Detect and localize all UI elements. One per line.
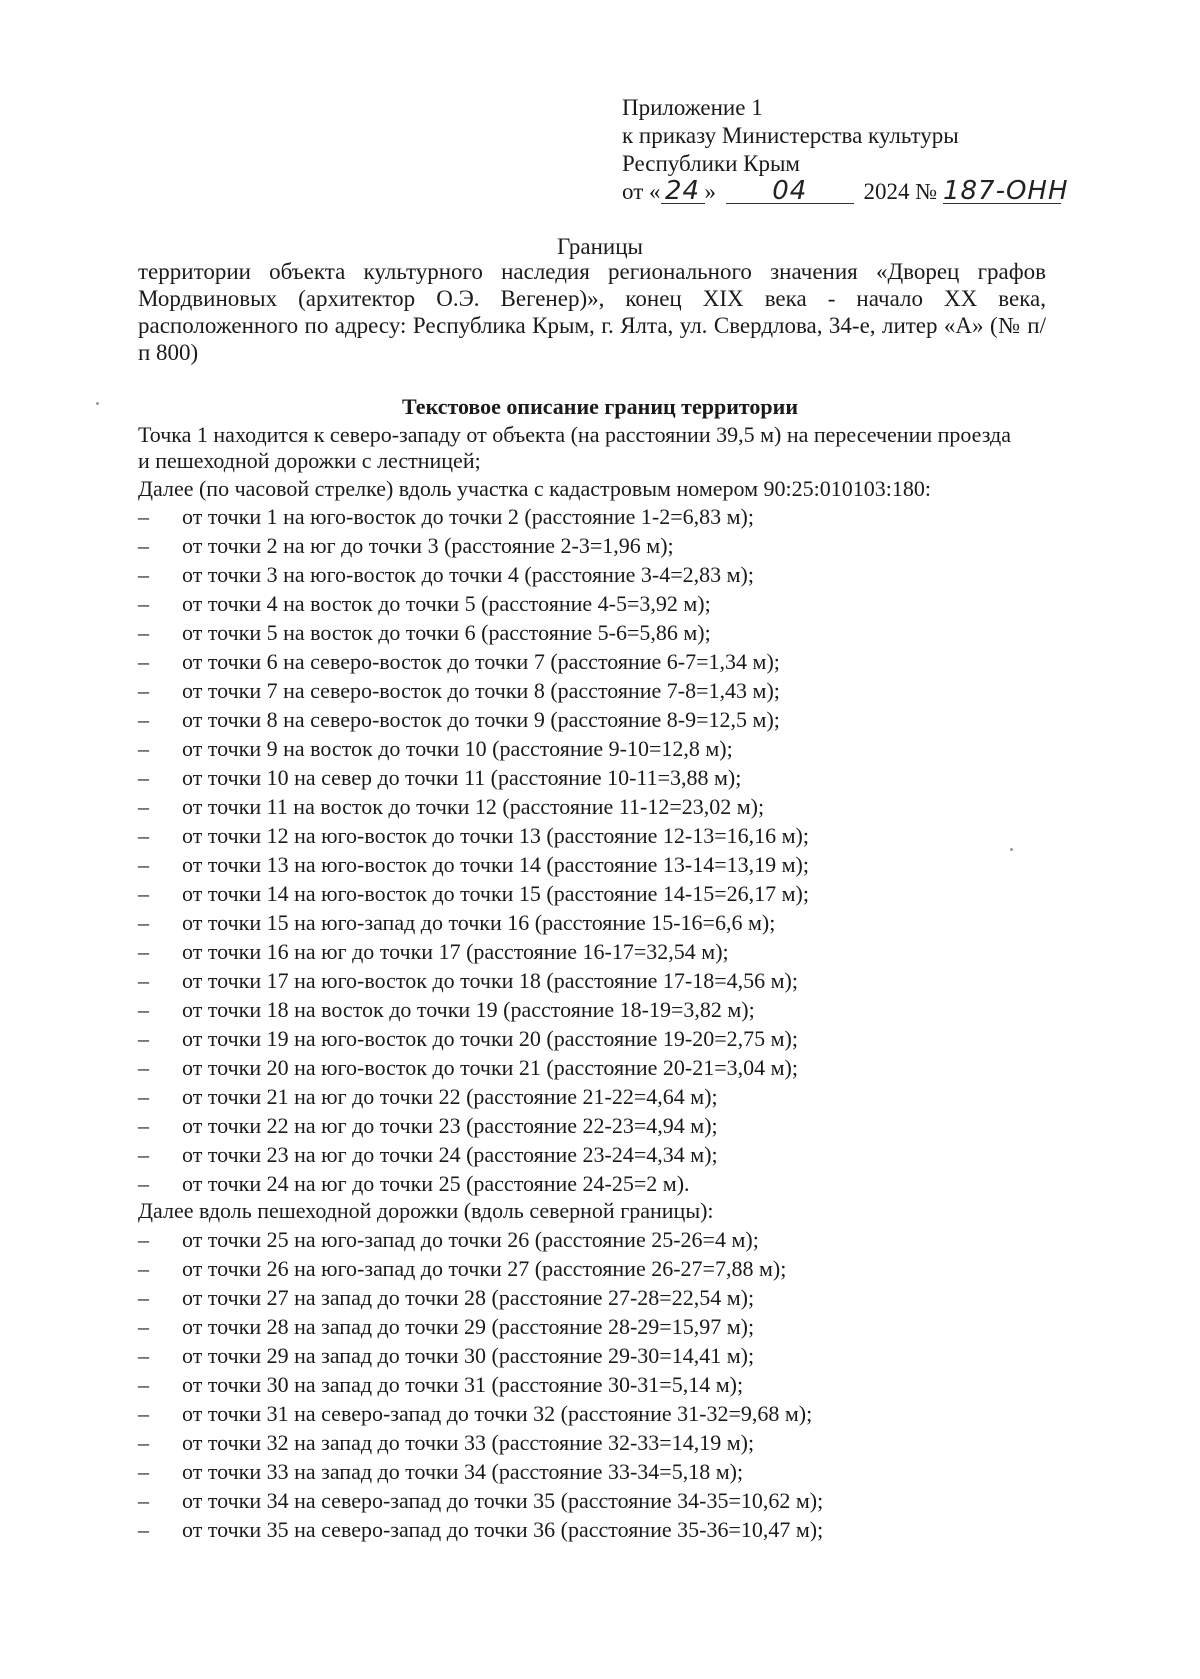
list-dash: – <box>138 881 149 906</box>
list-dash: – <box>138 939 149 964</box>
boundary-segment-text: от точки 19 на юго-восток до точки 20 (расстояние 19-20=2,75 м); <box>182 1026 798 1051</box>
list-dash: – <box>138 591 149 616</box>
boundary-segment-text: от точки 9 на восток до точки 10 (расстояние 9-10=12,8 м); <box>182 736 733 761</box>
boundary-segment-text: от точки 35 на северо-запад до точки 36 (расстояние 35-36=10,47 м); <box>182 1517 824 1542</box>
list-dash: – <box>138 1026 149 1051</box>
list-dash: – <box>138 1343 149 1368</box>
list-dash: – <box>138 1459 149 1484</box>
boundary-segment-text: от точки 18 на восток до точки 19 (расстояние 18-19=3,82 м); <box>182 997 755 1022</box>
boundary-segment-text: от точки 1 на юго-восток до точки 2 (расстояние 1-2=6,83 м); <box>182 504 754 529</box>
list-dash: – <box>138 736 149 761</box>
list-dash: – <box>138 533 149 558</box>
list-dash: – <box>138 1256 149 1281</box>
list-dash: – <box>138 794 149 819</box>
intro-line-2: и пешеходной дорожки с лестницей; <box>138 448 481 473</box>
list-dash: – <box>138 968 149 993</box>
scan-speck <box>1010 848 1013 851</box>
boundary-segment-text: от точки 16 на юг до точки 17 (расстояние 16-17=32,54 м); <box>182 939 729 964</box>
boundary-segment-text: от точки 25 на юго-запад до точки 26 (расстояние 25-26=4 м); <box>182 1227 759 1252</box>
boundary-segment-text: от точки 2 на юг до точки 3 (расстояние 2-3=1,96 м); <box>182 533 674 558</box>
list-dash: – <box>138 707 149 732</box>
boundary-segment-text: от точки 33 на запад до точки 34 (расстояние 33-34=5,18 м); <box>182 1459 744 1484</box>
list-dash: – <box>138 1084 149 1109</box>
handwritten-day: 24 <box>661 179 705 204</box>
list-dash: – <box>138 1113 149 1138</box>
appendix-title: Приложение 1 <box>622 95 763 120</box>
boundary-segment-text: от точки 21 на юг до точки 22 (расстояние 21-22=4,64 м); <box>182 1084 718 1109</box>
boundary-segment-text: от точки 24 на юг до точки 25 (расстояние 24-25=2 м). <box>182 1171 690 1196</box>
boundary-segment-text: от точки 12 на юго-восток до точки 13 (расстояние 12-13=16,16 м); <box>182 823 809 848</box>
scan-speck <box>96 402 99 405</box>
boundary-segment-text: от точки 17 на юго-восток до точки 18 (расстояние 17-18=4,56 м); <box>182 968 798 993</box>
list-dash: – <box>138 1142 149 1167</box>
handwritten-month: 04 <box>726 179 854 204</box>
intro-line-1: Точка 1 находится к северо-западу от объекта (на расстоянии 39,5 м) на пересечении проезда <box>138 422 1011 447</box>
boundary-segment-text: от точки 13 на юго-восток до точки 14 (расстояние 13-14=13,19 м); <box>182 852 809 877</box>
boundary-segment-text: от точки 4 на восток до точки 5 (расстояние 4-5=3,92 м); <box>182 591 711 616</box>
list-dash: – <box>138 1430 149 1455</box>
boundary-segment-text: от точки 14 на юго-восток до точки 15 (расстояние 14-15=26,17 м); <box>182 881 809 906</box>
boundary-segment-text: от точки 30 на запад до точки 31 (расстояние 30-31=5,14 м); <box>182 1372 744 1397</box>
list-dash: – <box>138 823 149 848</box>
republic-name: Республики Крым <box>622 151 800 176</box>
list-dash: – <box>138 562 149 587</box>
boundary-segment-text: от точки 5 на восток до точки 6 (расстояние 5-6=5,86 м); <box>182 620 711 645</box>
boundary-segment-text: от точки 34 на северо-запад до точки 35 (расстояние 34-35=10,62 м); <box>182 1488 824 1513</box>
list-dash: – <box>138 997 149 1022</box>
boundary-segment-text: от точки 11 на восток до точки 12 (расстояние 11-12=23,02 м); <box>182 794 765 819</box>
footpath-line: Далее вдоль пешеходной дорожки (вдоль северной границы): <box>138 1198 714 1223</box>
list-dash: – <box>138 852 149 877</box>
boundary-segment-text: от точки 3 на юго-восток до точки 4 (расстояние 3-4=2,83 м); <box>182 562 754 587</box>
list-dash: – <box>138 1314 149 1339</box>
list-dash: – <box>138 1171 149 1196</box>
year-text: 2024 № <box>863 179 938 204</box>
boundary-segment-text: от точки 31 на северо-запад до точки 32 (расстояние 31-32=9,68 м); <box>182 1401 813 1426</box>
parcel-line: Далее (по часовой стрелке) вдоль участка с кадастровым номером 90:25:010103:180: <box>138 476 931 501</box>
section-heading: Текстовое описание границ территории <box>401 394 799 419</box>
list-dash: – <box>138 1285 149 1310</box>
order-reference: к приказу Министерства культуры <box>622 123 959 148</box>
boundary-segment-text: от точки 27 на запад до точки 28 (расстояние 27-28=22,54 м); <box>182 1285 755 1310</box>
list-dash: – <box>138 1488 149 1513</box>
list-dash: – <box>138 1372 149 1397</box>
boundary-segment-text: от точки 7 на северо-восток до точки 8 (расстояние 7-8=1,43 м); <box>182 678 780 703</box>
date-mid: » <box>704 179 716 204</box>
handwritten-order-number: 187-ОНН <box>942 176 1069 206</box>
list-dash: – <box>138 1401 149 1426</box>
boundary-segment-text: от точки 6 на северо-восток до точки 7 (расстояние 6-7=1,34 м); <box>182 649 780 674</box>
list-dash: – <box>138 765 149 790</box>
boundary-segment-text: от точки 20 на юго-восток до точки 21 (расстояние 20-21=3,04 м); <box>182 1055 798 1080</box>
boundary-segment-text: от точки 22 на юг до точки 23 (расстояние 22-23=4,94 м); <box>182 1113 718 1138</box>
list-dash: – <box>138 1227 149 1252</box>
list-dash: – <box>138 504 149 529</box>
boundary-segment-text: от точки 23 на юг до точки 24 (расстояние 23-24=4,34 м); <box>182 1142 718 1167</box>
document-heading: Границы <box>557 234 643 259</box>
list-dash: – <box>138 1517 149 1542</box>
boundary-segment-text: от точки 8 на северо-восток до точки 9 (расстояние 8-9=12,5 м); <box>182 707 780 732</box>
list-dash: – <box>138 1055 149 1080</box>
date-prefix: от « <box>622 179 661 204</box>
boundary-segment-text: от точки 15 на юго-запад до точки 16 (расстояние 15-16=6,6 м); <box>182 910 776 935</box>
list-dash: – <box>138 620 149 645</box>
boundary-segment-text: от точки 10 на север до точки 11 (расстояние 10-11=3,88 м); <box>182 765 742 790</box>
list-dash: – <box>138 649 149 674</box>
document-title-text: территории объекта культурного наследия регионального значения «Дворец графов Мордвиновых (архитектор О.Э. Вегенер)», конец XIX века - начало XX века, расположенного по адресу: Республика Крым, г. Ялта, ул. Свердлова, 34-е, литер «А» (№ п/п 800) <box>138 259 1046 365</box>
list-dash: – <box>138 910 149 935</box>
boundary-segment-text: от точки 28 на запад до точки 29 (расстояние 28-29=15,97 м); <box>182 1314 755 1339</box>
order-date-line <box>622 176 1069 206</box>
appendix-header <box>622 94 1069 206</box>
boundary-segment-text: от точки 29 на запад до точки 30 (расстояние 29-30=14,41 м); <box>182 1343 755 1368</box>
boundary-segment-text: от точки 26 на юго-запад до точки 27 (расстояние 26-27=7,88 м); <box>182 1256 787 1281</box>
boundary-segment-text: от точки 32 на запад до точки 33 (расстояние 32-33=14,19 м); <box>182 1430 755 1455</box>
list-dash: – <box>138 678 149 703</box>
